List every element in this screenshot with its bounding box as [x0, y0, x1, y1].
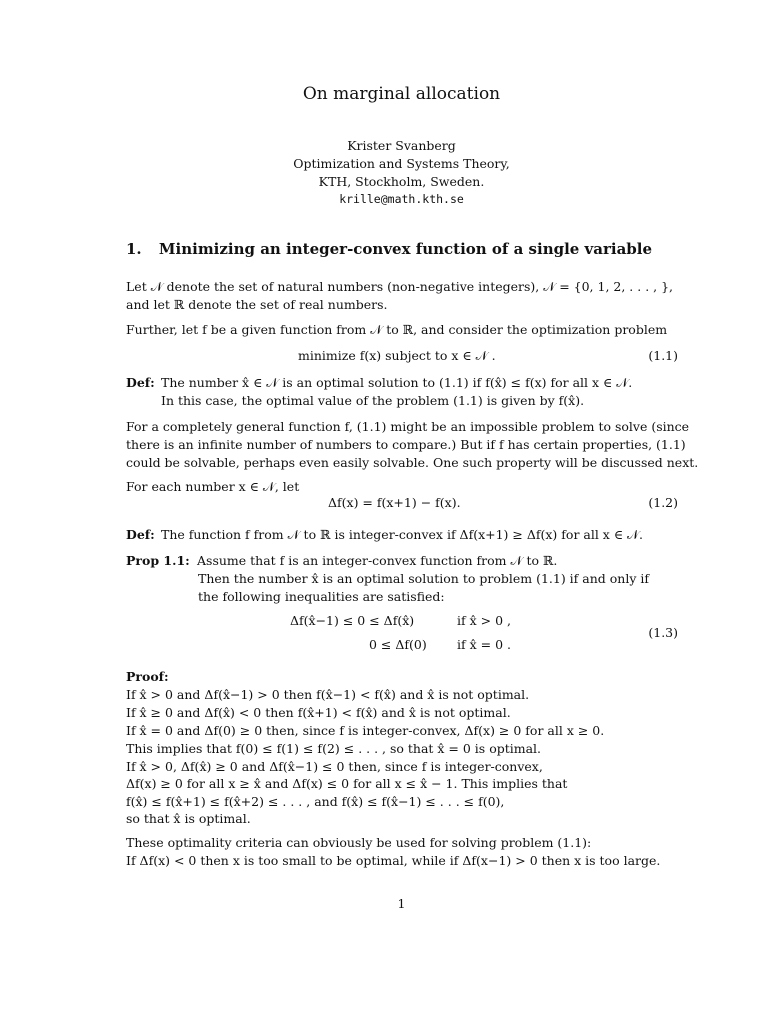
text-line: Let 𝒩 denote the set of natural numbers (non-negative integers), 𝒩 = {0, 1, 2, . . . , }, — [126, 279, 674, 294]
equation-1-3-line-2: 0 ≤ Δf(0) — [369, 637, 427, 652]
equation-1-1: minimize f(x) subject to x ∈ 𝒩 . — [298, 348, 496, 363]
proof-line: If x̂ = 0 and Δf(0) ≥ 0 then, since f is integer-convex, Δf(x) ≥ 0 for all x ≥ 0. — [126, 723, 605, 738]
proof-label: Proof: — [126, 669, 169, 684]
definition-label: Def: — [126, 375, 155, 390]
proof-line: Δf(x) ≥ 0 for all x ≥ x̂ and Δf(x) ≤ 0 for all x ≤ x̂ − 1. This implies that — [126, 776, 568, 791]
definition-label: Def: — [126, 527, 155, 542]
proof-line: If x̂ > 0, Δf(x̂) ≥ 0 and Δf(x̂−1) ≤ 0 then, since f is integer-convex, — [126, 759, 543, 774]
definition-text: The number x̂ ∈ 𝒩 is an optimal solution to (1.1) if f(x̂) ≤ f(x) for all x ∈ 𝒩. — [161, 375, 633, 390]
definition-text: In this case, the optimal value of the problem (1.1) is given by f(x̂). — [161, 393, 585, 408]
proof-line: If x̂ > 0 and Δf(x̂−1) > 0 then f(x̂−1) < f(x̂) and x̂ is not optimal. — [126, 687, 530, 702]
proposition-label: Prop 1.1: — [126, 553, 190, 568]
section-title: Minimizing an integer-convex function of a single variable — [158, 240, 653, 258]
author-email[interactable]: krille@math.kth.se — [339, 192, 464, 206]
equation-1-3-line-1: Δf(x̂−1) ≤ 0 ≤ Δf(x̂) — [290, 613, 415, 628]
equation-1-2: Δf(x) = f(x+1) − f(x). — [328, 495, 461, 510]
text-line: If Δf(x) < 0 then x is too small to be optimal, while if Δf(x−1) > 0 then x is too large. — [126, 853, 661, 868]
equation-1-3-condition: if x̂ > 0 , — [457, 613, 511, 628]
proposition-text: the following inequalities are satisfied: — [198, 589, 445, 604]
author-affiliation: Optimization and Systems Theory, — [293, 156, 510, 171]
section-number: 1. — [126, 240, 142, 258]
text-line: For each number x ∈ 𝒩, let — [126, 479, 300, 494]
text-line: For a completely general function f, (1.1) might be an impossible problem to solve (since — [126, 419, 690, 434]
proof-line: so that x̂ is optimal. — [126, 811, 251, 826]
definition-text: The function f from 𝒩 to ℝ is integer-convex if Δf(x+1) ≥ Δf(x) for all x ∈ 𝒩. — [161, 527, 644, 542]
proposition-text: Assume that f is an integer-convex function from 𝒩 to ℝ. — [197, 553, 558, 568]
section-heading — [126, 241, 652, 259]
proof-line: This implies that f(0) ≤ f(1) ≤ f(2) ≤ . . . , so that x̂ = 0 is optimal. — [126, 741, 542, 756]
text-line: and let ℝ denote the set of real numbers. — [126, 297, 388, 312]
page-number: 1 — [397, 896, 406, 911]
text-line: Further, let f be a given function from 𝒩 to ℝ, and consider the optimization problem — [126, 322, 668, 337]
author-place: KTH, Stockholm, Sweden. — [318, 174, 485, 189]
author-name: Krister Svanberg — [347, 138, 456, 153]
proof-line: f(x̂) ≤ f(x̂+1) ≤ f(x̂+2) ≤ . . . , and f(x̂) ≤ f(x̂−1) ≤ . . . ≤ f(0), — [126, 794, 505, 809]
equation-1-3-condition: if x̂ = 0 . — [457, 637, 511, 652]
text-line: there is an infinite number of numbers to compare.) But if f has certain properties, (1.1) — [126, 437, 686, 452]
text-line: These optimality criteria can obviously be used for solving problem (1.1): — [126, 835, 592, 850]
equation-number: (1.1) — [648, 348, 678, 363]
proposition-text: Then the number x̂ is an optimal solution to problem (1.1) if and only if — [198, 571, 649, 586]
text-line: could be solvable, perhaps even easily solvable. One such property will be discussed next. — [126, 455, 699, 470]
equation-number: (1.3) — [648, 625, 678, 640]
equation-number: (1.2) — [648, 495, 678, 510]
paper-title: On marginal allocation — [302, 84, 501, 104]
proof-line: If x̂ ≥ 0 and Δf(x̂) < 0 then f(x̂+1) < f(x̂) and x̂ is not optimal. — [126, 705, 511, 720]
